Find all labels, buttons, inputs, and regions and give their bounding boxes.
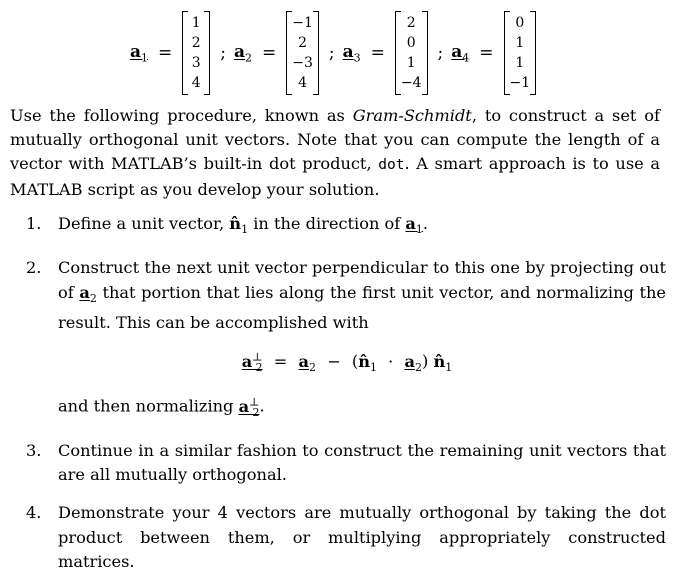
equals-sign: = [262,43,277,63]
separator: ; [220,43,226,63]
matrix-cell: −3 [292,55,313,71]
matrix-cell: 2 [406,15,416,31]
matrix-cell: 2 [298,35,308,51]
matrix-cell: 1 [191,15,201,31]
vector-definitions [130,8,536,98]
matrix-cell: −1 [509,75,531,91]
separator: ; [328,43,335,63]
matrix-a4 [504,11,537,95]
matrix-cell: 1 [515,35,525,51]
step-4: 4. Demonstrate your 4 vectors are mutually orthogonal by taking the dot product between them, or multiplying appropriately constructed matrices. [26,503,666,571]
matrix-cell: 0 [515,15,525,31]
step-2: 2. Construct the next unit vector perpendicular to this one by projecting out of $a_2$ that portion that lies along the first unit vector, and normalizing the result. This can be accomplished with $a^\perp_2 = a_2$ − $(n̂_1 \cdot a_2)$ $n̂_1$ and then normalizing $a^\perp_2$. [26,258,666,419]
matrix-cell: −1 [292,15,313,31]
code-dot: dot [378,157,405,174]
matrix-cell: −4 [400,75,422,91]
vector-a4 [451,11,536,95]
vector-a2-name: a [234,41,246,62]
vector-a1 [130,11,210,95]
matrix-a3 [395,11,428,95]
matrix-cell: 4 [298,75,308,91]
step-number: 2. [26,258,42,278]
matrix-a2 [286,11,319,95]
vector-a3-name: a [342,41,354,62]
equals-sign: = [158,43,173,63]
n-hat-symbol: n̂ [229,214,242,233]
separator: ; [437,43,444,63]
equals-sign: = [370,43,385,63]
vector-a2 [234,11,319,95]
step-3: 3. Continue in a similar fashion to construct the remaining unit vectors that are all mutually orthogonal. [26,440,666,485]
vector-a3 [343,11,428,95]
matrix-cell: 2 [191,35,201,51]
equals-sign: = [479,43,494,63]
projection-equation: $a^\perp_2 = a_2$ − $(n̂_1 \cdot a_2)$ $n̂_1$ [241,350,453,374]
matrix-cell: 4 [191,75,201,91]
vector-a4-sub: 4 [462,51,470,65]
matrix-cell: 0 [406,35,416,51]
vector-a4-name: a [451,41,463,62]
intro-paragraph: Use the following procedure, known as Gram-Schmidt, to construct a set of mutually orthogonal unit vectors. Note that you can compute the length of a vector with MATLAB’s built-in dot product, dot. A smart approach is to use a MATLAB script as you develop your solution. [10,106,661,199]
step-1: 1. Define a unit vector, $n̂_1$ in the direction of $a_1$. [26,214,429,237]
method-name: Gram-Schmidt [352,106,472,125]
step-number: 1. [26,214,42,233]
step-number: 4. [26,503,42,523]
vector-a2-sub: 2 [245,51,253,65]
vector-a1-sub: 1 [141,51,149,65]
step-number: 3. [26,440,42,460]
matrix-a1 [182,11,210,95]
vector-a1-name: a [130,41,142,62]
matrix-cell: 3 [191,55,201,71]
steps-list [26,212,666,574]
vector-a3-sub: 3 [353,51,361,65]
matrix-cell: 1 [515,55,525,71]
matrix-cell: 1 [406,55,416,71]
